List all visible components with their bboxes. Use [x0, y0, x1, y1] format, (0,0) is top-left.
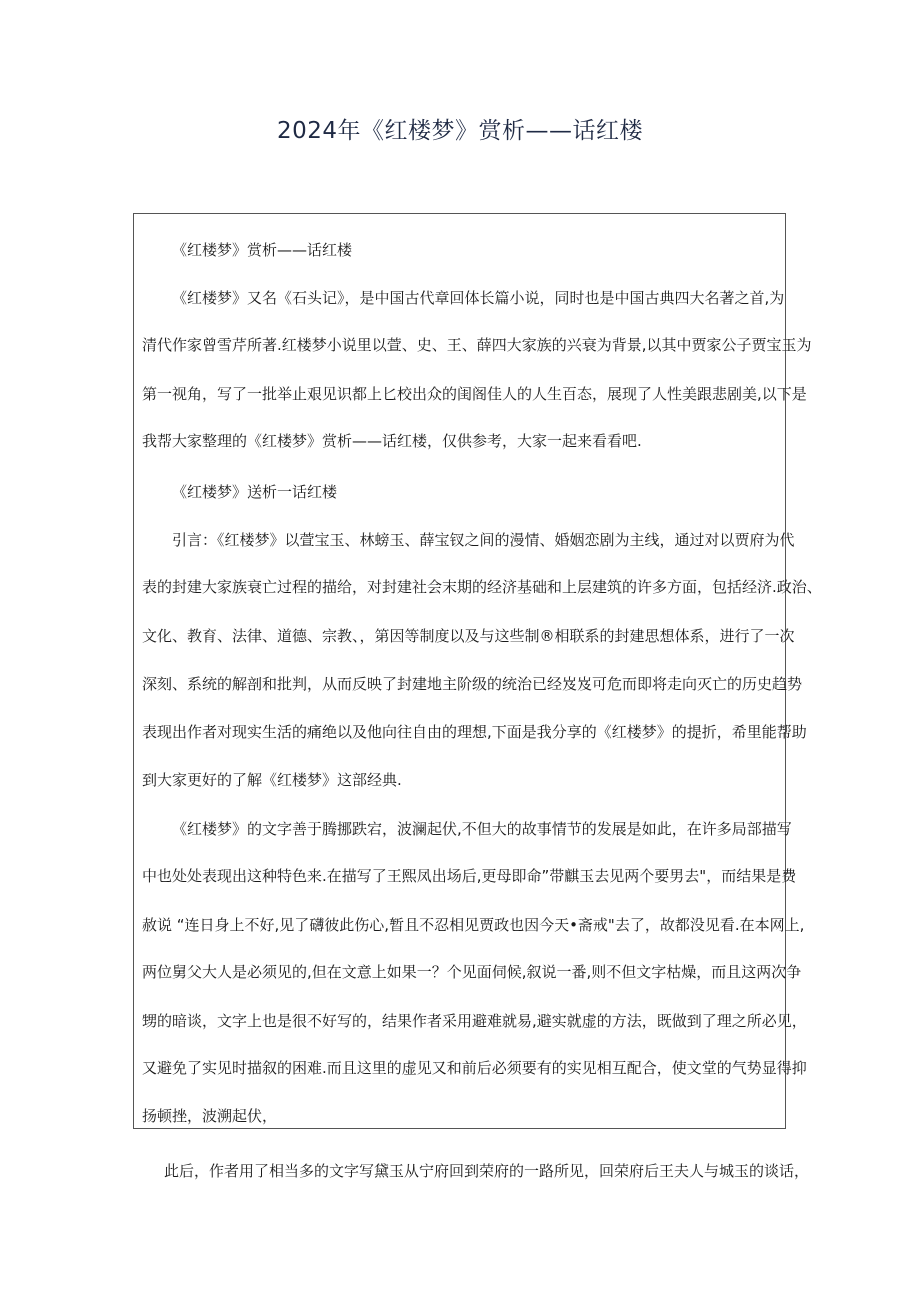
paragraph-line: 表的封建大家族衰亡过程的描给，对封建社会末期的经济基础和上层建筑的许多方面，包括经济.政治、	[142, 578, 822, 596]
paragraph-line: 《红楼梦》赏析——话红楼	[172, 241, 353, 259]
paragraph-line: 引言：《红楼梦》以萱宝玉、林螃玉、薛宝钗之间的漫情、婚姻恋剧为主线，通过对以贾府为代	[172, 531, 795, 549]
paragraph-line: 赦说 “连日身上不好,见了礴彼此伤心,暂且不忍相见贾政也因今天•斋戒"去了，故都没见看.在本网上,	[142, 916, 805, 934]
paragraph-line: 我帮大家整理的《红楼梦》赏析——话红楼，仅供参考，大家一起来看看吧.	[142, 432, 642, 450]
paragraph-line: 扬顿挫，波溯起伏，	[142, 1107, 278, 1125]
paragraph-line: 两位舅父大人是必须见的,但在文意上如果一？个见面伺候,叙说一番,则不但文字枯燥，而且这两次争	[142, 963, 802, 981]
paragraph-line: 中也处处表现出这种特色来.在描写了王熙凤出场后,更母即命”带麒玉去见两个要男去"，而结果是费	[142, 867, 797, 885]
content-box	[133, 213, 822, 1129]
paragraph-line: 第一视角，写了一批举止艰见识都上匕校出众的闺阁佳人的人生百态，展现了人性美跟悲剧美,以下是	[142, 385, 807, 403]
paragraph-line: 到大家更好的了解《红楼梦》这部经典.	[142, 771, 402, 789]
paragraph-line: 表现出作者对现实生活的痛绝以及他向往自由的理想,下面是我分享的《红楼梦》的提折，希里能帮助	[142, 723, 807, 741]
trailing-paragraph: 此后，作者用了相当多的文字写黛玉从宁府回到荣府的一路所见，回荣府后王夫人与城玉的谈话，	[164, 1162, 810, 1180]
paragraph-line: 又避免了实见时描叙的困难.而且这里的虚见又和前后必须要有的实见相互配合，使文堂的气势显得抑	[142, 1059, 807, 1077]
paragraph-line: 清代作家曾雪芹所著.红楼梦小说里以萱、史、王、薛四大家族的兴衰为背景,以其中贾家公子贾宝玉为	[142, 336, 812, 354]
paragraph-line: 甥的暗谈，文字上也是很不好写的，结果作者采用避难就易,避实就虚的方法，既做到了理之所必见，	[142, 1012, 807, 1030]
paragraph-line: 《红楼梦》的文字善于腾挪跌宕，波澜起伏,不但大的故事情节的发展是如此，在许多局部描写	[172, 820, 792, 838]
paragraph-line: 《红楼梦》又名《石头记》，是中国古代章回体长篇小说，同时也是中国古典四大名著之首,为	[172, 289, 785, 307]
document-title: 2024年《红楼梦》赏析——话红楼	[276, 118, 644, 144]
paragraph-line: 深刻、系统的解剖和批判，从而反映了封建地主阶级的统治已经岌岌可危而即将走向灭亡的历史趋势	[142, 675, 803, 693]
paragraph-line: 文化、教育、法律、道德、宗教、，第因等制度以及与这些制®相联系的封建思想体系，进行了一次	[142, 627, 795, 645]
paragraph-line: 《红楼梦》送析一话红楼	[172, 483, 338, 501]
